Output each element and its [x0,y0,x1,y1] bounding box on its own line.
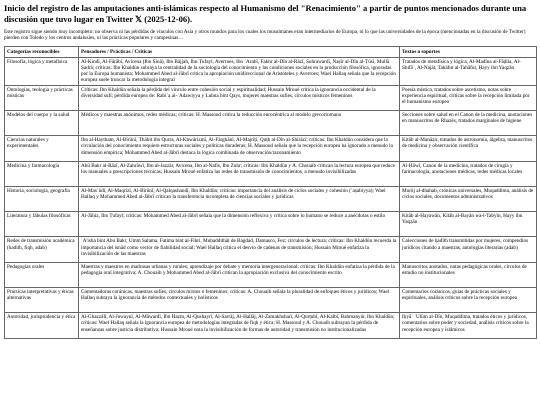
amputations-table [4,46,537,339]
cell-texts: Tratados de metafísica y lógica, Al-Madīna al-Fāḍila, Al-Shifāʾ, Al-Najāt, Tahāfut al-Tahāfut, Ḥayy ibn Yaqẓān [400,57,537,85]
cell-texts: Kitāb al-Manāẓir, tratados de astronomía, álgebra, manuscritos de medicina y observación científica [400,136,537,161]
cell-texts: Manuscritos anotados, notas pedagógicas orales, círculos de estudio no institucionales [400,262,537,287]
header-thinkers: Pensadores / Prácticas / Críticas [79,46,400,57]
table-row [5,110,537,135]
cell-thinkers: Abū Bakr al-Rāzī, Al-Zahrāwī, Ibn al-Jazzār, Avicena, Ibn al-Nafīs, Ibn Zuhr; críticas: Ibn Khaldūn y A. Chouaib critican la lectura europea que reduce los manuales a prescripciones técnicas; Hussain Mroué enfatiza las redes de transmisión de conocimientos, a menudo invisibilizadas [79,161,400,186]
table-row [5,136,537,161]
intro-paragraph: Este registro sigue siendo muy incompleto: no observa ni las pérdidas de vínculos con Asia y otros mundos para los cuales los musulmanes eran intermediarios de Europa, ni lo que las universidades de la época (mencionadas en la discusión de Twitter) pierden con Toledo y los centros andalusíes, ni las prácticas populares y campesinas… [4,29,526,42]
table-row [5,85,537,110]
cell-texts: Secciones sobre salud en el Canon de la medicina, anotaciones en manuscritos de Rhazès, tratados marginales de higiene [400,110,537,135]
cell-texts: Iḥyāʾ ʿUlūm al-Dīn, Muqaddima, tratados éticos y jurídicos, comentarios sobre poder y sociedad, análisis críticos sobre la recepción europea y islámicos [400,313,537,338]
table-row [5,57,537,85]
cell-category: Filosofía, lógica y metafísica [5,57,79,85]
cell-texts: Poesía mística, tratados sobre ascetismo, notas sobre experiencia espiritual, críticas sobre la recepción limitada por el humanismo europeo [400,85,537,110]
cell-texts: Kitāb al-Ḥayawān, Kitāb al-Bayān wa-l-Tabyīn, Ḥayy ibn Yaqẓān [400,212,537,237]
cell-category: Literatura y fábulas filosóficas [5,212,79,237]
table-row [5,313,537,338]
cell-category: Modelos del cuerpo y la salud [5,110,79,135]
cell-category: Autoridad, jurisprudencia y ética [5,313,79,338]
cell-category: Historia, sociología, geografía [5,186,79,211]
cell-thinkers: Ibn al-Haytham, Al-Bīrūnī, Thābit ibn Qurra, Al-Khwārizmī, Al-Fārghānī, Al-Majrīṭī, Quṭb al-Dīn al-Shīrāzī; críticas: Ibn Khaldūn considera que la circulación del conocimiento requiere estructuras sociales y políticas duraderas; H. Massoud señala que la recepción europea ha ignorado a menudo la dimensión empírica; Mohammed Abed al-Jābrī destaca la lógica combinada de observación/razonamiento [79,136,400,161]
cell-thinkers: Al-Jāḥiẓ, Ibn Ṭufayl; críticas: Mohammed Abed al-Jābrī señala que la dimensión reflexiva y crítica sobre lo humano se reduce a anécdotas o estilo [79,212,400,237]
cell-texts: Colecciones de ḥadīth transmitidas por mujeres, compendios jurídicos citando a maestras, antologías literarias (adab) [400,237,537,262]
cell-texts: Al-Ḥāwī, Canon de la medicina, tratados de cirugía y farmacología, anotaciones médicas, redes médicas locales [400,161,537,186]
table-row [5,212,537,237]
cell-category: Redes de transmisión académica (hadith, fiqh, adab) [5,237,79,262]
cell-category: Ontologías, teología y prácticas místicas [5,85,79,110]
cell-thinkers: Médicos y maestras anónimos, redes médicas; críticas: H. Massoud critica la reducción eurocéntrica al modelo grecorromano [79,110,400,135]
header-category: Categorías reconocibles [5,46,79,57]
cell-texts: Murūj al-dhahab, crónicas universales, Muqaddima, análisis de ciclos sociales, documentos administrativos [400,186,537,211]
table-row [5,186,537,211]
cell-thinkers: Al-Masʿūdī, Al-Maqrīzī, Al-Bīrūnī, Al-Qalqashandī, Ibn Khaldūn; críticas: importancia del análisis de ciclos sociales y cohesión (ʿaṣabiyya); Wael Hallaq y Mohammed Abed al-Jābrī critican la transferencia incompleta de ciencias sociales y jurídicas [79,186,400,211]
cell-thinkers: Al-Ghazzālī, Al-Juwaynī, Al-Māwardī, Ibn Ḥazm, Al-Qushayrī, Al-Sarrāj, Al-Ḥallāj, Al-Zamakhsharī, Al-Qurṭubī, Al-Kalbī, Bahmanyār, Ibn Khaldūn; críticas: Wael Hallaq señala la ignorancia europea de metodologías integradas de fiqh y ética; H. Massoud y A. Chouaib subrayan la pérdida de enseñanzas sobre justicia distributiva; Hussain Mroué nota la invisibilización de formas de autoridad y transmisión no institucionalizadas [79,313,400,338]
table-header-row [5,46,537,57]
table-row [5,237,537,262]
table-row [5,161,537,186]
cell-category: Medicina y farmacología [5,161,79,186]
cell-thinkers: Comentadoras coránicas, maestras sufíes, círculos mixtos o femeninos; críticas: A. Chouaib señala la pluralidad de enfoques éticos y jurídicos; Wael Hallaq subraya la ignorancia de métodos contextuales y holísticos [79,287,400,312]
cell-thinkers: Al-Kindī, Al-Fārābī, Avicena (Ibn Sīnā), Ibn Bājjah, Ibn Ṭufayl, Averroes, Ibn ʿArabī, Fakhr al-Dīn al-Rāzī, Suhrawardī, Naṣīr al-Dīn al-Ṭūsī, Mullā Ṣadrā; críticas: Ibn Khaldūn subraya la centralidad de la sociología del conocimiento y las condiciones sociales en la producción filosófica, ignoradas por la Europa humanista; Mohammed Abed al-Jābrī critica la apropiación unidireccional de Aristóteles y Averroes; Wael Hallaq señala que la recepción europea suele truncar la metodología integral [79,57,400,85]
header-texts: Textos o soportes [400,46,537,57]
cell-thinkers: Maestras y maestros en madrasas urbanas y rurales; aprendizaje por debate y memoria intergeneracional; críticas: Ibn Khaldūn enfatiza la pérdida de la pedagogía oral integrativa; A. Chouaib y Mohammed Abed al-Jābrī critican la apropiación exclusiva del conocimiento escrito [79,262,400,287]
table-row [5,287,537,312]
table-row [5,262,537,287]
cell-category: Pedagogías orales [5,262,79,287]
cell-texts: Comentarios coránicos, guías de prácticas sociales y espirituales, análisis críticos sobre la recepción europea [400,287,537,312]
cell-category: Prácticas interpretativas y éticas alternativas [5,287,79,312]
cell-thinkers: ʿA'isha bint Abu Bakr, Umm Salama, Fatima bint al-Fihri, Muḥaddithāt de Bagdad, Damasco, Fez; círculos de lectura; críticas: Ibn Khaldūn recuerda la importancia del isnād como vector de fiabilidad social; Wael Hallaq critica el desvío de cadenas de transmisión; Hussain Mroué enfatiza la invisibilización de las maestras [79,237,400,262]
page-title: Inicio del registro de las amputaciones anti-islámicas respecto al Humanismo del "Renacimiento" a partir de puntos mencionados durante una discusión que tuvo lugar en Twitter 𝕏 (2025-12-06). [4,3,527,24]
cell-category: Ciencias naturales y experimentales [5,136,79,161]
cell-thinkers: Críticas: Ibn Khaldūn señala la pérdida del vínculo entre cohesión social y espiritualidad; Hussain Mroué critica la ignorancia occidental de la diversidad sufí; pérdida europea de: Rabiʿa al-ʿAdawiyya y Lubna bint Qays, mujeres maestras sufíes, círculos místicos femeninos [79,85,400,110]
